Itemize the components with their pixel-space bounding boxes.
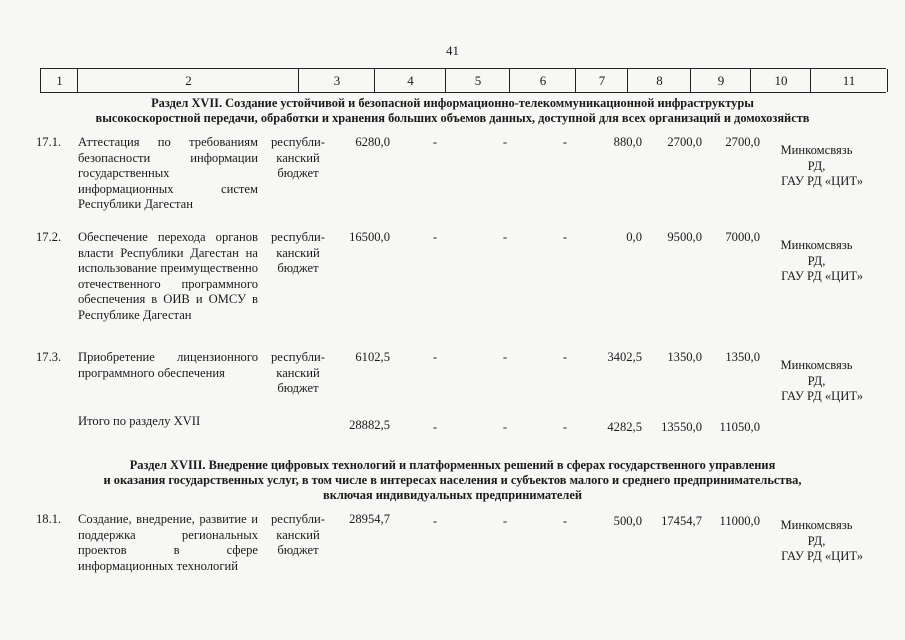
row-number: 17.2. bbox=[36, 230, 62, 244]
page-number: 41 bbox=[446, 43, 459, 58]
col6-value: - bbox=[502, 230, 508, 244]
header-col-7: 7 bbox=[575, 69, 628, 92]
col6-value: - bbox=[502, 420, 508, 434]
col9-value: 1350,0 bbox=[667, 350, 702, 364]
header-col-9: 9 bbox=[690, 69, 751, 92]
section-18-title-line-2: и оказания государственных услуг, в том числе в интересах населения и субъектов малого и среднего предпринимательства, bbox=[103, 473, 802, 487]
row-description: Создание, внедрение, развитие и поддержка региональных проектов в сфере информационных технологий bbox=[78, 512, 258, 573]
total-value: 16500,0 bbox=[349, 230, 390, 244]
col5-value: - bbox=[432, 420, 438, 434]
header-col-4: 4 bbox=[374, 69, 446, 92]
executor: Минкомсвязь РД, ГАУ РД «ЦИТ» bbox=[780, 358, 863, 404]
executor: Минкомсвязь РД, ГАУ РД «ЦИТ» bbox=[780, 238, 863, 284]
header-col-1: 1 bbox=[40, 69, 78, 92]
row-description: Аттестация по требованиям безопасности информации государственных информационных систем Республики Дагестан bbox=[78, 135, 258, 212]
header-col-2: 2 bbox=[77, 69, 299, 92]
col9-value: 9500,0 bbox=[667, 230, 702, 244]
header-col-5: 5 bbox=[445, 69, 510, 92]
col7-value: - bbox=[562, 230, 568, 244]
row-number: 17.3. bbox=[36, 350, 62, 364]
row-description: Обеспечение перехода органов власти Республики Дагестан на использование преимущественно отечественного программного обеспечения в ОИВ и ОМСУ в Республике Дагестан bbox=[78, 230, 258, 322]
col9-value: 17454,7 bbox=[661, 514, 702, 528]
col9-value: 13550,0 bbox=[661, 420, 702, 434]
header-col-10: 10 bbox=[750, 69, 811, 92]
col5-value: - bbox=[432, 350, 438, 364]
total-value: 28954,7 bbox=[349, 512, 390, 526]
section-17-title-line-2: высокоскоростной передачи, обработки и хранения больших объемов данных, доступной для всех организаций и домохозяйств bbox=[95, 111, 810, 125]
col10-value: 2700,0 bbox=[725, 135, 760, 149]
col6-value: - bbox=[502, 514, 508, 528]
section-18-title-line-1: Раздел XVIII. Внедрение цифровых технологий и платформенных решений в сферах государственного управления bbox=[129, 458, 776, 472]
funding-source: республи- канский бюджет bbox=[271, 350, 325, 396]
col7-value: - bbox=[562, 514, 568, 528]
section-18-title-line-3: включая индивидуальных предпринимателей bbox=[323, 488, 582, 502]
table-header-row bbox=[40, 68, 886, 93]
col10-value: 11050,0 bbox=[719, 420, 760, 434]
col5-value: - bbox=[432, 514, 438, 528]
row-number: 17.1. bbox=[36, 135, 62, 149]
col8-value: 3402,5 bbox=[607, 350, 642, 364]
funding-source: республи- канский бюджет bbox=[271, 135, 325, 181]
col8-value: 880,0 bbox=[613, 135, 642, 149]
total-value: 28882,5 bbox=[349, 418, 390, 432]
col5-value: - bbox=[432, 135, 438, 149]
col5-value: - bbox=[432, 230, 438, 244]
executor: Минкомсвязь РД, ГАУ РД «ЦИТ» bbox=[780, 518, 863, 564]
col8-value: 4282,5 bbox=[607, 420, 642, 434]
funding-source: республи- канский бюджет bbox=[271, 230, 325, 276]
col6-value: - bbox=[502, 135, 508, 149]
section-17-title-line-1: Раздел XVII. Создание устойчивой и безопасной информационно-телекоммуникационной инфраструктуры bbox=[151, 96, 754, 110]
col6-value: - bbox=[502, 350, 508, 364]
col8-value: 500,0 bbox=[613, 514, 642, 528]
col10-value: 1350,0 bbox=[725, 350, 760, 364]
row-description: Приобретение лицензионного программного обеспечения bbox=[78, 350, 258, 380]
header-col-8: 8 bbox=[627, 69, 691, 92]
total-value: 6280,0 bbox=[355, 135, 390, 149]
col10-value: 11000,0 bbox=[719, 514, 760, 528]
header-col-6: 6 bbox=[509, 69, 576, 92]
col7-value: - bbox=[562, 350, 568, 364]
total-label: Итого по разделу XVII bbox=[78, 414, 201, 428]
funding-source: республи- канский бюджет bbox=[271, 512, 325, 558]
col7-value: - bbox=[562, 420, 568, 434]
header-col-3: 3 bbox=[298, 69, 375, 92]
row-number: 18.1. bbox=[36, 512, 62, 526]
header-col-11: 11 bbox=[810, 69, 888, 92]
col10-value: 7000,0 bbox=[725, 230, 760, 244]
col8-value: 0,0 bbox=[626, 230, 642, 244]
col7-value: - bbox=[562, 135, 568, 149]
total-value: 6102,5 bbox=[355, 350, 390, 364]
executor: Минкомсвязь РД, ГАУ РД «ЦИТ» bbox=[780, 143, 863, 189]
col9-value: 2700,0 bbox=[667, 135, 702, 149]
